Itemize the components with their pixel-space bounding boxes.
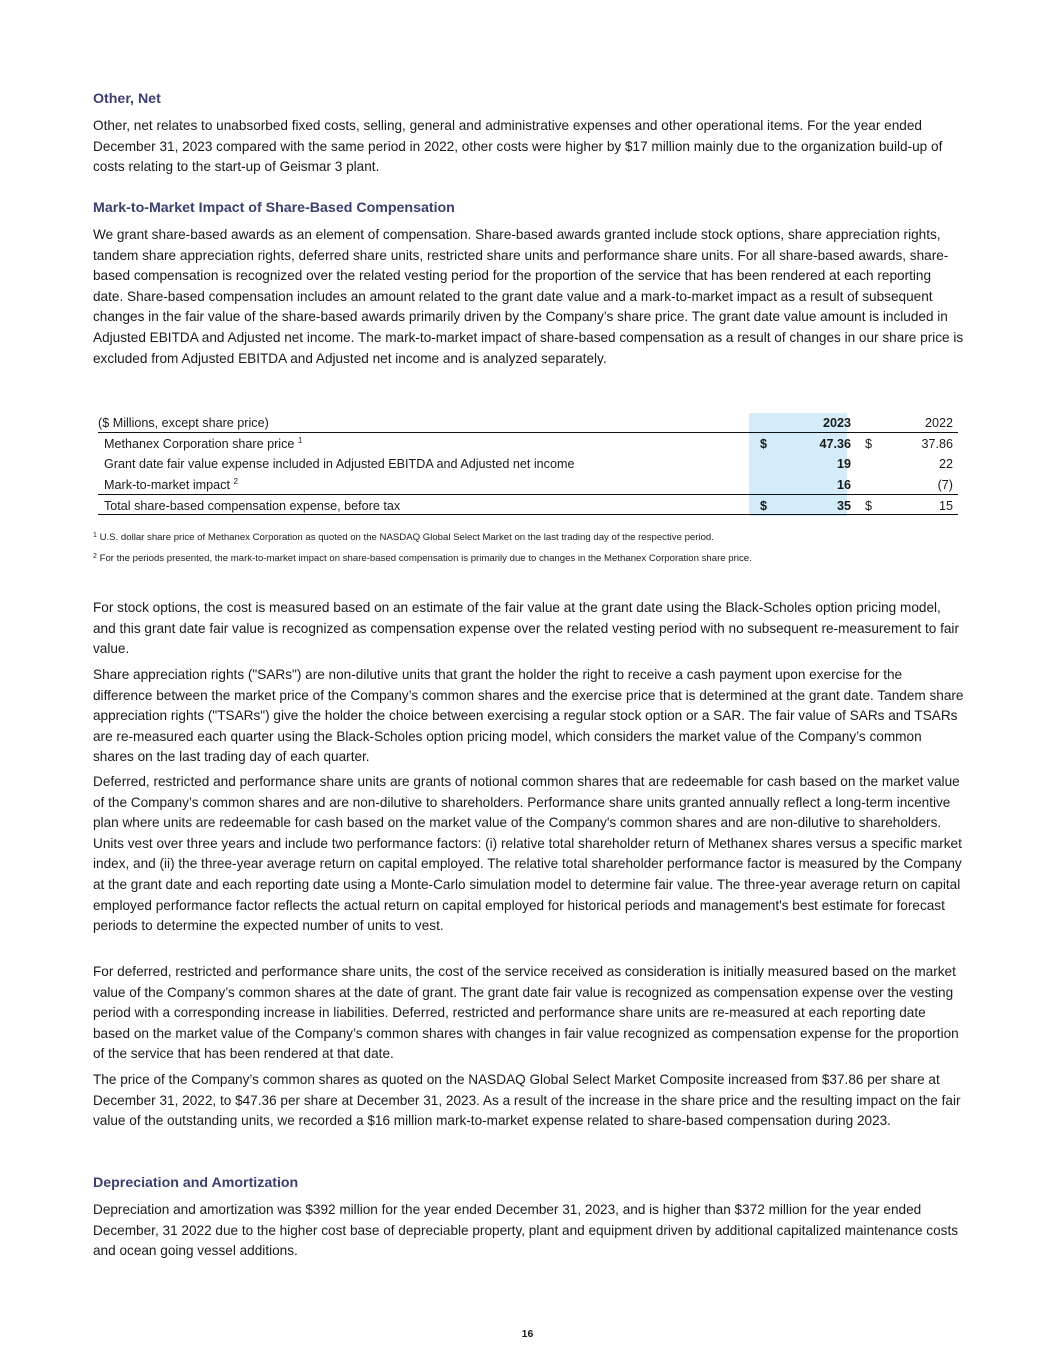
- heading-other-net: Other, Net: [93, 91, 161, 107]
- section-mark-to-market: [93, 198, 965, 369]
- column-header-2022: 2022: [924, 416, 953, 430]
- section-other-net: [93, 89, 965, 178]
- table-bottom-rule: [98, 514, 958, 515]
- column-header-2023: 2023: [822, 416, 851, 430]
- value-2023: 47.36: [819, 436, 851, 451]
- paragraph-share-units-cost: For deferred, restricted and performance share units, the cost of the service received as consideration is initially measured based on the market value of the Company’s common shares at the date of grant. The grant date fair value is recognized as compensation expense over the vesting period with a corresponding increase in liabilities. Deferred, restricted and performance share units are re-measured at each reporting date based on the market value of the Company’s common shares with changes in fair value recognized as compensation expense for the proportion of the service that has been rendered at that date.: [93, 964, 959, 1062]
- paragraph-other-net: Other, net relates to unabsorbed fixed costs, selling, general and administrative expenses and other operational items. For the year ended December 31, 2023 compared with the same period in 2022, other costs were higher by $17 million mainly due to the organization build-up of costs relating to the start-up of Geismar 3 plant.: [93, 118, 943, 175]
- share-compensation-table: [98, 413, 953, 516]
- table-header-row: [98, 413, 953, 434]
- table-row: [98, 475, 953, 496]
- paragraph-depreciation: Depreciation and amortization was $392 million for the year ended December 31, 2023, and is higher than $372 million for the year ended December, 31 2022 due to the higher cost base of depreciable property, plant and equipment driven by additional capitalized maintenance costs and ocean going vessel additions.: [93, 1202, 959, 1259]
- table-total-rule: [98, 494, 958, 495]
- value-2023: 19: [836, 457, 851, 472]
- table-row: [98, 434, 953, 455]
- value-2023: 16: [836, 478, 851, 493]
- value-2022: (7): [937, 478, 953, 493]
- currency-symbol: $: [865, 436, 873, 451]
- currency-symbol: $: [760, 436, 768, 451]
- value-2023: 35: [836, 498, 851, 513]
- currency-symbol: $: [760, 498, 768, 513]
- table-row: [98, 454, 953, 475]
- page-number: 16: [521, 1328, 534, 1340]
- value-2022: 37.86: [921, 436, 953, 451]
- heading-depreciation: Depreciation and Amortization: [93, 1175, 299, 1191]
- footnote-2: $^2$ For the periods presented, the mark-to-market impact on share-based compensation is primarily due to changes in the Methanex Corporation share price.: [93, 553, 752, 564]
- table-header-label: ($ Millions, except share price): [98, 416, 269, 430]
- value-2022: 15: [938, 498, 953, 513]
- paragraph-stock-options: For stock options, the cost is measured based on an estimate of the fair value at the grant date using the Black-Scholes option pricing model, and this grant date fair value is recognized as compensation expense over the related vesting period with no subsequent re-measurement to fair value.: [93, 600, 959, 657]
- section-depreciation: [93, 1173, 965, 1262]
- paragraph-share-units: Deferred, restricted and performance share units are grants of notional common shares that are redeemable for cash based on the market value of the Company’s common shares and are non-dilutive to shareholders. Performance share units granted annually reflect a long-term incentive plan where units are redeemable for cash based on the market value of the Company's common shares and are non-dilutive to shareholders. Units vest over three years and include two performance factors: (i) relative total shareholder return of Methanex shares versus a specific market index, and (ii) the three-year average return on capital employed. The relative total shareholder performance factor is measured by the Company at the grant date and each reporting date using a Monte-Carlo simulation model to determine fair value. The three-year average return on capital employed performance factor reflects the actual return on capital employed for historical periods and management's best estimate for forecast periods to determine the expected number of units to vest.: [93, 774, 962, 934]
- footnote-1: $^1$ U.S. dollar share price of Methanex Corporation as quoted on the NASDAQ Global Select Market on the last trading day of the respective period.: [93, 532, 714, 543]
- paragraph-mark-to-market: We grant share-based awards as an element of compensation. Share-based awards granted include stock options, share appreciation rights, tandem share appreciation rights, deferred share units, restricted share units and performance share units. For all share-based awards, share-based compensation is recognized over the related vesting period for the proportion of the service that has been rendered at each reporting date. Share-based compensation includes an amount related to the grant date value and a mark-to-market impact as a result of subsequent changes in the fair value of the share-based awards primarily driven by the Company’s share price. The grant date value amount is included in Adjusted EBITDA and Adjusted net income. The mark-to-market impact of share-based compensation as a result of changes in our share price is excluded from Adjusted EBITDA and Adjusted net income and is analyzed separately.: [93, 227, 964, 366]
- row-label: Methanex Corporation share price $^1$: [104, 435, 303, 451]
- value-2022: 22: [938, 457, 953, 472]
- paragraph-sars: Share appreciation rights ("SARs") are non-dilutive units that grant the holder the right to receive a cash payment upon exercise for the difference between the market price of the Company’s common shares and the exercise price that is determined at the grant date. Tandem share appreciation rights ("TSARs") give the holder the choice between exercising a regular stock option or a SAR. The fair value of SARs and TSARs are re-measured each quarter using the Black-Scholes option pricing model, which considers the market value of the Company’s common shares on the last trading day of each quarter.: [93, 667, 964, 765]
- table-header-rule: [98, 432, 958, 433]
- row-label: Total share-based compensation expense, before tax: [104, 498, 401, 513]
- row-label: Mark-to-market impact $^2$: [104, 477, 238, 493]
- currency-symbol: $: [865, 498, 873, 513]
- heading-mark-to-market: Mark-to-Market Impact of Share-Based Compensation: [93, 200, 455, 216]
- row-label: Grant date fair value expense included in Adjusted EBITDA and Adjusted net income: [104, 457, 575, 472]
- paragraph-share-price: The price of the Company’s common shares as quoted on the NASDAQ Global Select Market Composite increased from $37.86 per share at December 31, 2022, to $47.36 per share at December 31, 2023. As a result of the increase in the share price and the resulting impact on the fair value of the outstanding units, we recorded a $16 million mark-to-market expense related to share-based compensation during 2023.: [93, 1072, 961, 1129]
